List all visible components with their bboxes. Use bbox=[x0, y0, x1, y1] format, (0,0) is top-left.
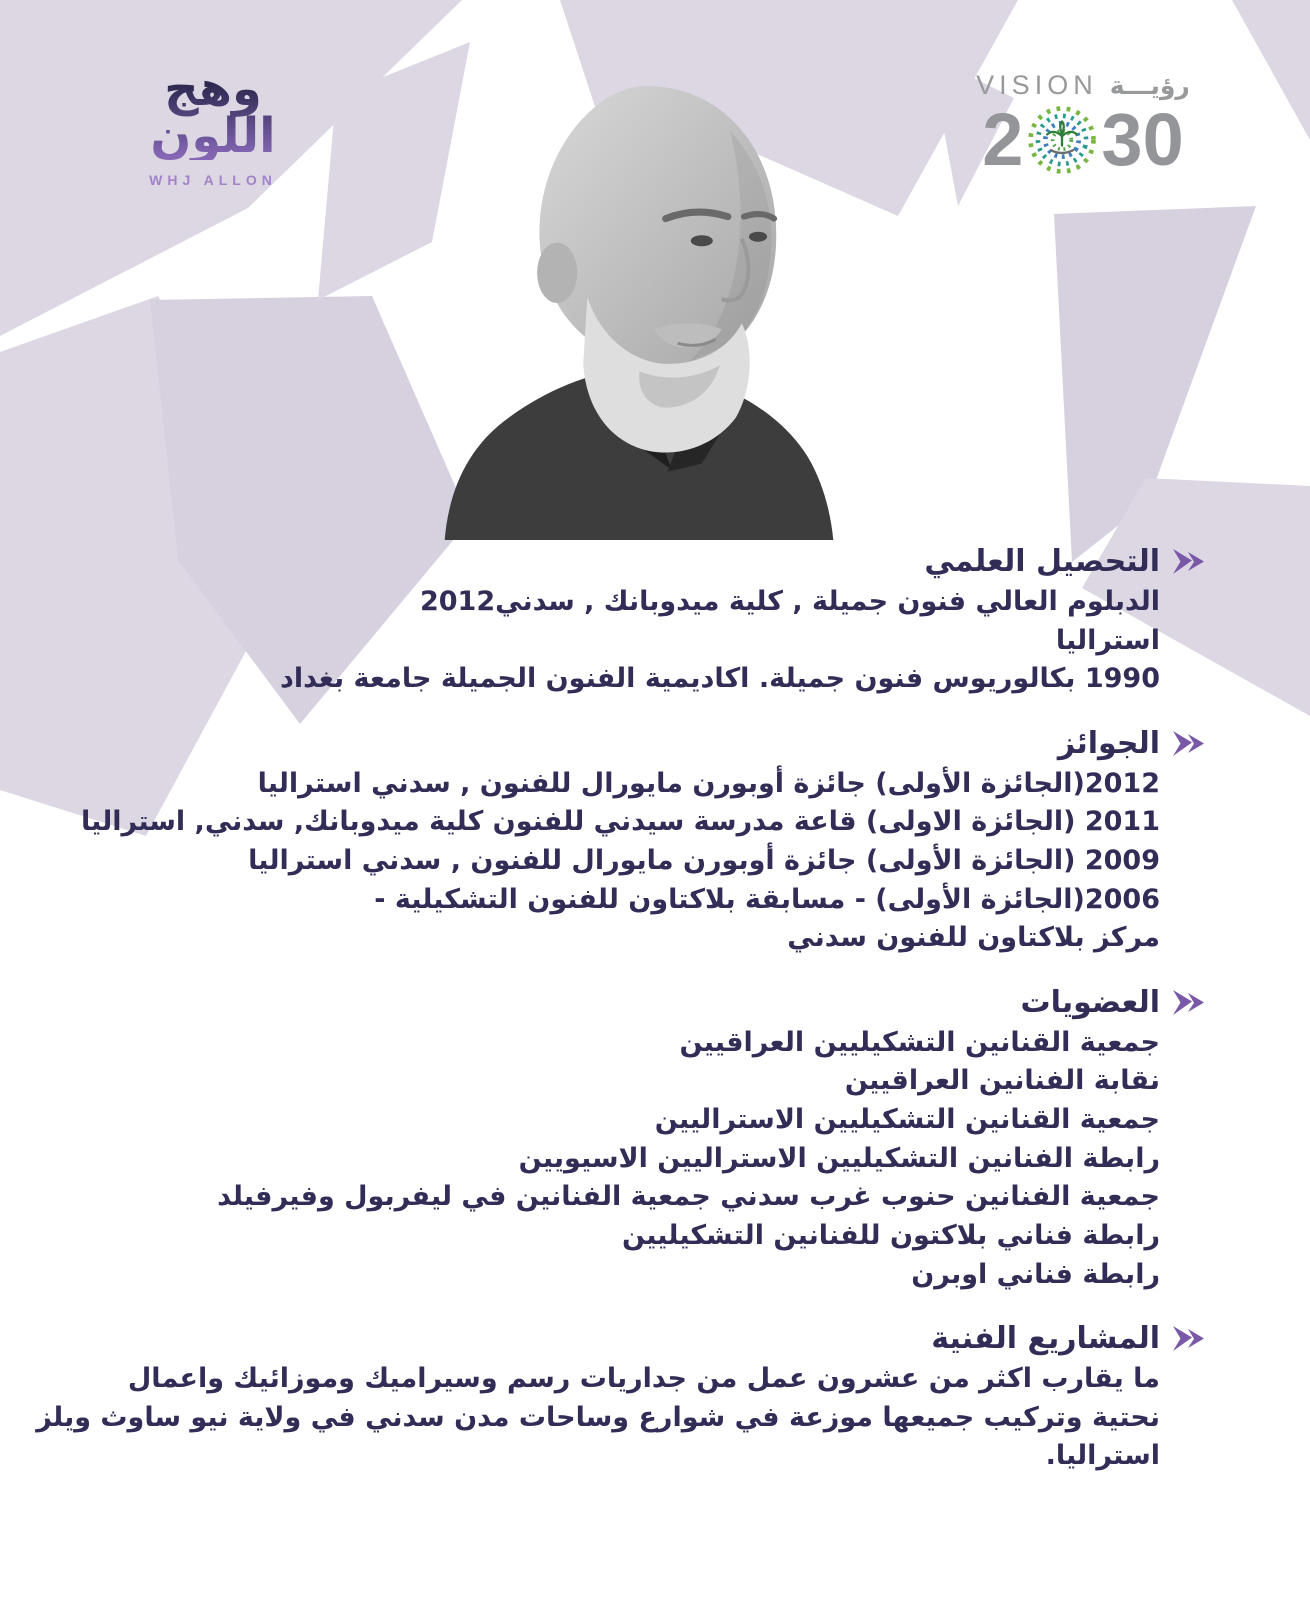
cv-section bbox=[130, 544, 1160, 699]
cv-section bbox=[36, 1321, 1160, 1476]
section-line: نحتية وتركيب جميعها موزعة في شوارع وساحات مدن سدني في ولاية نيو ساوث ويلز bbox=[36, 1401, 1160, 1433]
section-line: 2006(الجائزة الأولى) - مسابقة بلاكتاون للفنون التشكيلية - bbox=[374, 883, 1160, 915]
vision2030-digit-30: 30 bbox=[1101, 98, 1184, 181]
portrait-eye bbox=[749, 232, 767, 242]
cv-sections bbox=[36, 544, 1160, 1476]
vision2030-arabic-label: رؤيـــة bbox=[1109, 71, 1190, 100]
vision2030-wordmark bbox=[972, 70, 1194, 101]
section-title: الجوائز bbox=[1057, 725, 1160, 761]
portrait-photo bbox=[438, 70, 836, 540]
section-line: جمعية القنانين التشكيليين الاستراليين bbox=[654, 1104, 1160, 1136]
section-lines bbox=[130, 583, 1160, 699]
arrow-bird-icon bbox=[1169, 1324, 1206, 1354]
section-lines bbox=[130, 1024, 1160, 1294]
section-line: جمعية الفنانين حنوب غرب سدني جمعية الفنانين في ليفربول وفيرفيلد bbox=[217, 1181, 1160, 1213]
vision2030-number bbox=[972, 98, 1194, 181]
section-header bbox=[130, 985, 1160, 1020]
section-line: مركز بلاكتاون للفنون سدني bbox=[787, 922, 1160, 954]
section-header bbox=[130, 544, 1160, 579]
section-line: استراليا bbox=[1055, 624, 1160, 656]
cv-section bbox=[80, 725, 1160, 958]
section-line: الدبلوم العالي فنون جميلة , كلية ميدوبانك , سدني2012 bbox=[419, 586, 1160, 617]
section-line: 2009 (الجائزة الأولى) جائزة أوبورن مايورال للفنون , سدني استراليا bbox=[248, 845, 1160, 877]
arrow-bird-icon bbox=[1169, 988, 1206, 1018]
section-line: 1990 بكالوريوس فنون جميلة. اكاديمية الفنون الجميلة جامعة بغداد bbox=[280, 663, 1160, 695]
section-title: التحصيل العلمي bbox=[924, 544, 1160, 579]
section-lines bbox=[80, 765, 1160, 958]
section-title: العضويات bbox=[1020, 984, 1160, 1020]
vision2030-latin-label: VISION bbox=[976, 70, 1098, 100]
vision2030-digit-2: 2 bbox=[982, 98, 1024, 181]
section-line: رابطة فناني بلاكتون للفنانين التشكيليين bbox=[621, 1219, 1160, 1251]
section-line: رابطة الفنانين التشكيليين الاستراليين الاسيويين bbox=[518, 1142, 1160, 1174]
section-line: 2011 (الجائزة الاولى) قاعة مدرسة سيدني للفنون كلية ميدوبانك, سدني, استراليا bbox=[80, 806, 1160, 838]
saudi-vision-emblem-icon bbox=[1025, 103, 1099, 177]
portrait-ear bbox=[537, 243, 577, 303]
section-header bbox=[130, 726, 1160, 761]
section-lines bbox=[36, 1360, 1160, 1476]
arrow-bird-icon bbox=[1169, 547, 1206, 577]
section-title: المشاريع الفنية bbox=[931, 1321, 1160, 1357]
brand-logo-arabic-line2: اللون bbox=[150, 108, 276, 165]
section-line: استراليا. bbox=[1045, 1440, 1160, 1472]
section-line: رابطة فناني اوبرن bbox=[911, 1258, 1160, 1290]
vision2030-logo bbox=[972, 70, 1194, 181]
section-line: جمعية القنانين التشكيليين العراقيين bbox=[679, 1026, 1160, 1058]
brand-logo-latin: WHJ ALLON bbox=[149, 172, 277, 189]
brand-logo-arabic-line1: وهج bbox=[164, 61, 262, 117]
section-line: نقابة الفنانين العراقيين bbox=[844, 1065, 1160, 1097]
brand-logo bbox=[143, 61, 283, 189]
section-line: ما يقارب اكثر من عشرون عمل من جداريات رسم وسيراميك وموزائيك واعمال bbox=[127, 1363, 1160, 1395]
arrow-bird-icon bbox=[1169, 729, 1206, 759]
cv-section bbox=[130, 985, 1160, 1294]
brand-logo-arabic bbox=[143, 61, 283, 165]
portrait-eye bbox=[691, 235, 713, 246]
section-header bbox=[130, 1321, 1160, 1356]
section-line: 2012(الجائزة الأولى) جائزة أوبورن مايورال للفنون , سدني استراليا bbox=[257, 767, 1160, 799]
